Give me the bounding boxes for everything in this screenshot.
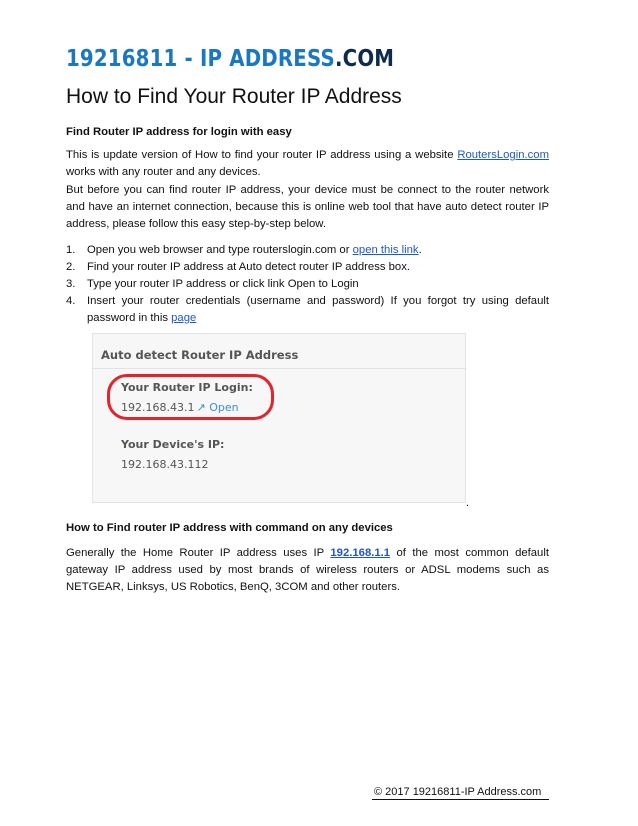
device-ip-value: 192.168.43.112 xyxy=(121,458,209,471)
section2-text-start: Generally the Home Router IP address uses IP xyxy=(66,547,331,559)
default-password-page-link[interactable]: page xyxy=(171,312,197,324)
section2-text-end: of the most common default gateway IP address used by most brands of wireless routers or ADSL modems such as NETGEAR, Linksys, US Robotics, BenQ, 3COM and other routers. xyxy=(66,547,549,593)
step-number: 4. xyxy=(66,295,76,307)
intro-paragraph-2: But before you can find router IP address, your device must be connect to the router network and have an internet connection, because this is online web tool that have auto detect router IP address, please follow this easy step-by-step below. xyxy=(66,184,549,230)
footer-underline xyxy=(372,799,549,800)
step-number: 3. xyxy=(66,278,76,290)
intro-paragraph-1 xyxy=(66,147,549,181)
site-logo[interactable] xyxy=(66,46,394,72)
router-ip-value: 192.168.43.1 xyxy=(121,401,195,414)
section2-paragraph xyxy=(66,545,549,596)
router-ip-label: Your Router IP Login: xyxy=(121,381,253,394)
external-link-icon: ↗ xyxy=(196,401,206,414)
logo-text: 19216811 - IP ADDRESS xyxy=(66,46,335,72)
trailing-period: . xyxy=(466,497,470,509)
step-text: Insert your router credentials (username and password) If you forgot try using default password in this xyxy=(87,295,549,324)
list-item xyxy=(66,276,549,293)
device-ip-label: Your Device's IP: xyxy=(121,438,225,451)
step-text: Type your router IP address or click link Open to Login xyxy=(87,278,359,290)
section2-heading: How to Find router IP address with command on any devices xyxy=(66,522,393,534)
auto-detect-screenshot xyxy=(92,333,466,503)
list-item xyxy=(66,293,549,327)
step-number: 2. xyxy=(66,261,76,273)
router-ip-row xyxy=(121,401,239,414)
routerslogin-link[interactable]: RoutersLogin.com xyxy=(457,149,549,161)
screenshot-divider xyxy=(93,368,465,369)
page-title: How to Find Your Router IP Address xyxy=(66,85,402,108)
intro-subheading: Find Router IP address for login with easy xyxy=(66,126,292,138)
open-router-link[interactable]: Open xyxy=(209,401,239,414)
list-item xyxy=(66,242,549,259)
intro-paragraph-1-end: works with any router and any devices. xyxy=(66,166,261,178)
intro-paragraph-1-text: This is update version of How to find your router IP address using a website xyxy=(66,149,458,161)
copyright-footer: © 2017 19216811-IP Address.com xyxy=(374,786,542,798)
logo-domain: .COM xyxy=(334,46,395,72)
open-this-link[interactable]: open this link xyxy=(352,244,419,256)
step-after: . xyxy=(418,244,422,256)
steps-list xyxy=(66,242,549,327)
list-item xyxy=(66,259,549,276)
ip-192-168-1-1-link[interactable]: 192.168.1.1 xyxy=(330,547,391,559)
step-text: Open you web browser and type routerslogin.com or xyxy=(87,244,353,256)
screenshot-heading: Auto detect Router IP Address xyxy=(101,348,299,362)
step-text: Find your router IP address at Auto detect router IP address box. xyxy=(87,261,410,273)
step-number: 1. xyxy=(66,244,76,256)
